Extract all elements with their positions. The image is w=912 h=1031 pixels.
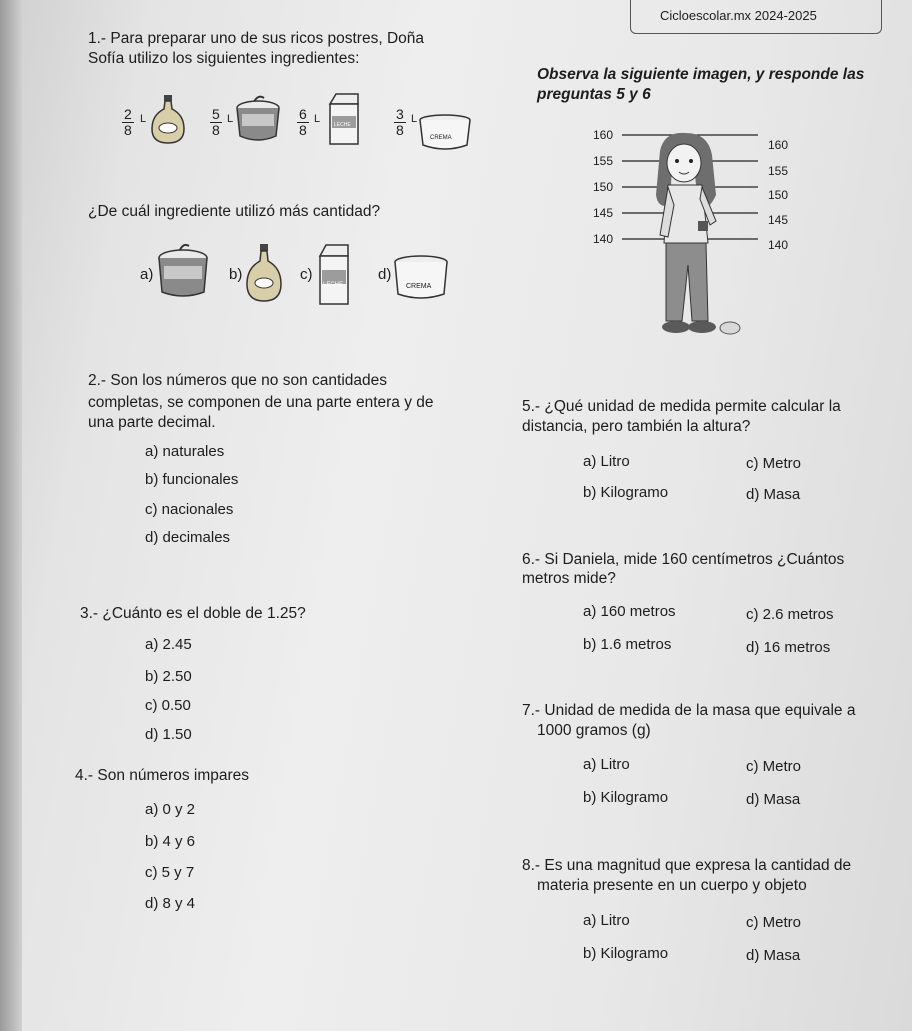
q7-option-b[interactable]: b) Kilogramo	[583, 789, 669, 806]
q2-option-a[interactable]: a) naturales	[145, 443, 225, 460]
q6-line1: 6.- Si Daniela, mide 160 centímetros ¿Cuántos	[522, 551, 845, 568]
q1-title: 1.- Para preparar uno de sus ricos postres, Doña	[88, 30, 425, 47]
milk-carton-icon	[322, 90, 366, 146]
yogurt-cup-icon	[234, 92, 282, 144]
q1-line2: Sofía utilizo los siguientes ingredientes:	[88, 50, 360, 67]
q8-option-d[interactable]: d) Masa	[746, 947, 801, 964]
fraction-milk: $\frac{6}{8}$	[299, 106, 307, 138]
q5-line2: distancia, pero también la altura?	[522, 418, 751, 435]
height-label-right-160: 160	[768, 138, 789, 152]
q5-option-b[interactable]: b) Kilogramo	[583, 484, 669, 501]
q2-option-d[interactable]: d) decimales	[145, 529, 231, 546]
oil-bottle-icon	[148, 93, 188, 145]
height-label-left-145: 145	[593, 206, 614, 220]
height-label-left-150: 150	[593, 180, 614, 194]
q2-option-b[interactable]: b) funcionales	[145, 471, 239, 488]
height-label-right-145: 145	[768, 213, 789, 227]
fraction-cream: $\frac{3}{8}$	[396, 106, 404, 138]
q5-option-a[interactable]: a) Litro	[583, 453, 630, 470]
cream-label: CREMA	[406, 283, 432, 290]
q1-option-d-label[interactable]: d)	[378, 266, 392, 283]
fraction-unit: L	[314, 113, 321, 125]
milk-label: LECHE	[334, 122, 351, 128]
fraction-yogurt: $\frac{5}{8}$	[212, 106, 220, 138]
q7-option-a[interactable]: a) Litro	[583, 756, 630, 773]
fraction-unit: L	[411, 113, 418, 125]
q5-line1: 5.- ¿Qué unidad de medida permite calcular la	[522, 398, 841, 415]
q1-option-c-label[interactable]: c)	[300, 266, 313, 283]
q1-question: ¿De cuál ingrediente utilizó más cantidad?	[88, 203, 381, 220]
q6-line2: metros mide?	[522, 570, 616, 587]
q6-option-c[interactable]: c) 2.6 metros	[746, 606, 834, 623]
height-label-left-155: 155	[593, 154, 614, 168]
q4-option-a[interactable]: a) 0 y 2	[145, 801, 196, 818]
q4-option-c[interactable]: c) 5 y 7	[145, 864, 195, 881]
q3-option-a[interactable]: a) 2.45	[145, 636, 192, 653]
header-source: Cicloescolar.mx 2024-2025	[660, 8, 817, 23]
q8-option-c[interactable]: c) Metro	[746, 914, 802, 931]
q3-option-b[interactable]: b) 2.50	[145, 668, 192, 685]
q3-option-c[interactable]: c) 0.50	[145, 697, 191, 714]
height-label-right-155: 155	[768, 164, 789, 178]
observe-instruction-line2: preguntas 5 y 6	[537, 86, 651, 103]
q2-option-c[interactable]: c) nacionales	[145, 501, 234, 518]
q6-option-b[interactable]: b) 1.6 metros	[583, 636, 672, 653]
q4-question: 4.- Son números impares	[75, 767, 250, 784]
q2-line1: 2.- Son los números que no son cantidades	[88, 372, 387, 389]
q2-line2: completas, se componen de una parte entera y de	[88, 394, 434, 411]
q5-option-d[interactable]: d) Masa	[746, 486, 801, 503]
page-shadow-edge	[0, 0, 22, 1031]
cream-label: CREMA	[430, 135, 452, 141]
q6-option-d[interactable]: d) 16 metros	[746, 639, 831, 656]
fraction-unit: L	[140, 113, 147, 125]
q4-option-d[interactable]: d) 8 y 4	[145, 895, 196, 912]
q5-option-c[interactable]: c) Metro	[746, 455, 802, 472]
q8-option-b[interactable]: b) Kilogramo	[583, 945, 669, 962]
oil-bottle-icon[interactable]	[244, 242, 284, 304]
q8-line2: materia presente en un cuerpo y objeto	[537, 877, 807, 894]
q3-question: 3.- ¿Cuánto es el doble de 1.25?	[80, 605, 306, 622]
q7-option-d[interactable]: d) Masa	[746, 791, 801, 808]
q8-line1: 8.- Es una magnitud que expresa la cantidad de	[522, 857, 852, 874]
height-label-left-160: 160	[593, 128, 614, 142]
cream-tub-icon[interactable]	[393, 254, 449, 302]
q1-option-a-label[interactable]: a)	[140, 266, 154, 283]
q6-option-a[interactable]: a) 160 metros	[583, 603, 676, 620]
fraction-unit: L	[227, 113, 234, 125]
q7-option-c[interactable]: c) Metro	[746, 758, 802, 775]
height-label-right-150: 150	[768, 188, 789, 202]
yogurt-cup-icon[interactable]	[155, 240, 211, 300]
q4-option-b[interactable]: b) 4 y 6	[145, 833, 196, 850]
q8-option-a[interactable]: a) Litro	[583, 912, 630, 929]
cream-tub-icon	[418, 113, 472, 153]
height-label-right-140: 140	[768, 238, 789, 252]
fraction-oil: $\frac{2}{8}$	[124, 106, 132, 138]
q2-line3: una parte decimal.	[88, 414, 216, 431]
milk-label: LECHE	[323, 282, 344, 288]
q7-line2: 1000 gramos (g)	[537, 722, 651, 739]
q7-line1: 7.- Unidad de medida de la masa que equivale a	[522, 702, 856, 719]
q3-option-d[interactable]: d) 1.50	[145, 726, 192, 743]
milk-carton-icon[interactable]	[312, 240, 356, 306]
height-label-left-140: 140	[593, 232, 614, 246]
observe-instruction-line1: Observa la siguiente imagen, y responde las	[537, 66, 865, 83]
q1-option-b-label[interactable]: b)	[229, 266, 243, 283]
